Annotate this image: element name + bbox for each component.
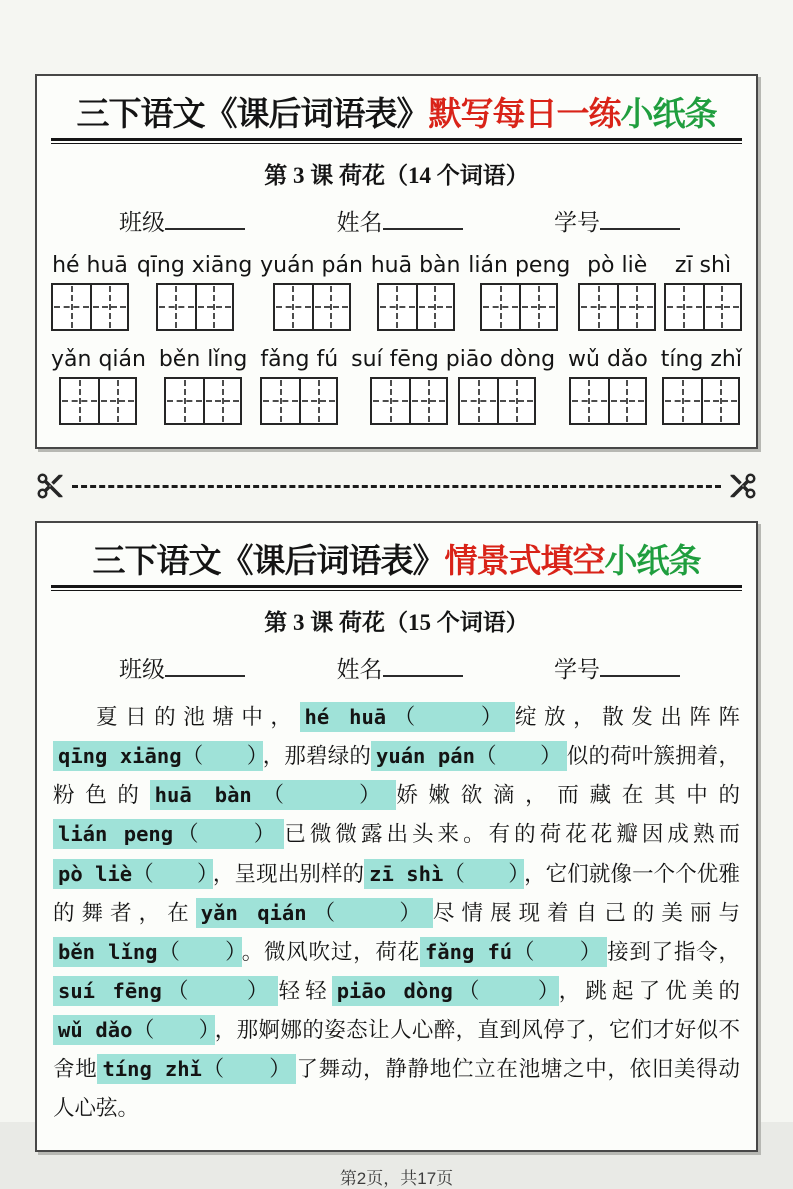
blank-bracket: （ ） [251,783,392,808]
grid-cell [701,379,738,423]
pinyin-word-row-2 [51,347,742,425]
cloze-card-title [51,531,742,582]
grid-cell [98,379,135,423]
grid-cell [299,379,336,423]
writing-grid [370,377,448,425]
student-fields [51,651,742,684]
name-blank-line [383,655,463,677]
title-text-green: 小纸条 [620,97,717,133]
grid-cell [61,379,98,423]
writing-grid-group [164,377,242,425]
name-field [337,651,463,684]
student-id-blank-line [600,208,680,230]
pinyin-label: wǔ dǎo [568,347,648,372]
pinyin-label: běn lǐng [158,347,248,372]
cloze-text: 绽放，散发出阵阵 [514,705,740,729]
cloze-blank [420,937,607,967]
grid-cell [571,379,608,423]
pinyin-label: fǎng fú [260,347,339,372]
grid-cell [158,285,195,329]
writing-grid [260,377,338,425]
word-column [351,347,555,425]
word-column [260,253,363,331]
word-column [260,347,338,425]
writing-grid [51,283,129,331]
student-id-label: 学号 [554,657,600,682]
cloze-blank [53,859,213,889]
grid-cell [416,285,453,329]
cloze-blank [53,741,263,771]
writing-grid-group [480,283,558,331]
blank-bracket: （ ） [512,939,603,964]
cloze-text: 接到了指令， [607,939,740,964]
cloze-blank [300,702,515,732]
scissors-icon-left [35,471,65,501]
grid-cell [275,285,312,329]
cloze-blank [53,976,278,1006]
grid-cell [666,285,703,329]
writing-grid [569,377,647,425]
cloze-text: 已微微露出头来。有的荷花花瓣因成熟而 [284,822,740,847]
cloze-text: 。微风吹过，荷花 [241,939,420,964]
cloze-blank [53,1015,215,1045]
grid-cell [703,285,740,329]
cloze-text: 尽情展现着自己的美丽与 [432,900,740,925]
cloze-text: 了舞动，静静地伫立在池塘之中，依旧美得动人心弦。 [53,1057,740,1121]
title-text-red: 情景式填空 [444,544,605,580]
name-blank-line [383,208,463,230]
name-field [337,204,463,237]
grid-cell [664,379,701,423]
blank-pinyin: pò liè [58,861,133,886]
class-field [119,204,245,237]
grid-cell [53,285,90,329]
writing-grid-group [578,283,656,331]
word-column [371,253,461,331]
blank-pinyin: wǔ dǎo [58,1018,133,1042]
writing-grid-group [377,283,455,331]
cut-dashed-line [72,485,721,488]
word-column [664,253,742,331]
cloze-text: ，那婀娜的姿态让人心醉，直到风停了，它们才好似不舍地 [53,1018,740,1082]
student-id-label: 学号 [554,210,600,235]
writing-grid [662,377,740,425]
grid-cell [617,285,654,329]
writing-grid [578,283,656,331]
pinyin-label: yuán pán [260,253,363,278]
title-text-red: 默写每日一练 [428,97,621,133]
cloze-blank [371,741,567,771]
blank-pinyin: qīng xiāng [58,744,182,769]
cloze-blank [97,1054,296,1084]
word-column [51,253,129,331]
title-text-main: 三下语文《课后词语表》 [92,544,445,580]
grid-cell [608,379,645,423]
grid-cell [379,285,416,329]
cloze-text: ，跳起了优美的 [558,978,740,1003]
class-label: 班级 [119,210,165,235]
writing-grid [164,377,242,425]
grid-cell [497,379,534,423]
class-label: 班级 [119,657,165,682]
blank-pinyin: zī shì [369,861,444,886]
grid-cell [312,285,349,329]
word-column [51,347,146,425]
title-underline [51,138,742,144]
blank-bracket: （ ） [173,822,280,847]
dictation-card [35,74,758,449]
pinyin-label: lián peng [468,253,571,278]
cloze-text: ，呈现出别样的 [212,861,365,886]
blank-pinyin: yuán pán [376,744,475,769]
cloze-text: ，那碧绿的 [262,744,372,769]
lesson-subtitle: 第 3 课 荷花（14 个词语） [264,163,529,188]
blank-bracket: （ ） [386,705,510,729]
cut-line [35,469,758,503]
writing-grid [59,377,137,425]
blank-pinyin: fǎng fú [424,939,513,964]
pinyin-label: qīng xiāng [136,253,253,278]
blank-pinyin: běn lǐng [58,939,158,964]
word-column [661,347,742,425]
grid-cell [519,285,556,329]
blank-pinyin: huā bàn [154,783,252,808]
pinyin-label: suí fēng piāo dòng [351,347,556,372]
word-column [137,253,253,331]
writing-grid [458,377,536,425]
class-blank-line [165,208,245,230]
scissors-icon-right [728,471,758,501]
blank-bracket: （ ） [306,900,428,925]
word-column [159,347,248,425]
blank-bracket: （ ） [201,1057,292,1082]
pinyin-label: yǎn qián [51,347,146,372]
blank-bracket: （ ） [474,744,562,769]
writing-grid [480,283,558,331]
writing-grid-group [273,283,351,331]
cloze-text: 娇嫩欲滴，而藏在其中的 [396,783,740,808]
writing-grid [273,283,351,331]
blank-bracket: （ ） [443,861,520,886]
cloze-blank [53,937,242,967]
writing-grid-group [662,377,740,425]
cloze-text: 夏日的池塘中， [96,705,300,729]
writing-grid [156,283,234,331]
blank-bracket: （ ） [132,861,208,886]
cloze-paragraph [53,698,740,1128]
cloze-text: ，它们就像一个个优雅的舞者，在 [53,861,740,925]
blank-pinyin: lián peng [58,822,174,847]
cloze-text: 似的荷叶簇拥着，粉色的 [53,744,740,808]
word-column [578,253,656,331]
pinyin-word-row-1 [51,253,742,331]
writing-grid-group [664,283,742,331]
blank-pinyin: hé huā [304,705,387,729]
title-underline [51,585,742,591]
pinyin-label: huā bàn [370,253,461,278]
name-label: 姓名 [336,210,383,235]
blank-bracket: （ ） [132,1018,210,1042]
blank-pinyin: tíng zhǐ [102,1057,202,1082]
grid-cell [580,285,617,329]
student-id-field [554,651,680,684]
pinyin-label: pò liè [587,253,648,278]
blank-pinyin: yǎn qián [200,900,307,925]
cloze-blank [150,780,397,810]
student-id-field [554,204,680,237]
title-text-main: 三下语文《课后词语表》 [76,97,429,133]
cloze-text: 轻轻 [278,978,332,1003]
writing-grid-group [260,377,338,425]
blank-pinyin: piāo dòng [336,978,453,1003]
page-number: 第2页，共17页 [339,1169,454,1189]
grid-cell [482,285,519,329]
pinyin-label: tíng zhǐ [660,347,742,372]
pinyin-label: zī shì [674,253,732,278]
cloze-blank [332,976,559,1006]
writing-grid-group [59,377,137,425]
cloze-blank [364,859,524,889]
writing-grid-group [370,377,536,425]
class-field [119,651,245,684]
blank-pinyin: suí fēng [58,978,162,1003]
writing-grid-group [569,377,647,425]
dictation-card-title [51,84,742,135]
cloze-blank [53,819,284,849]
grid-cell [460,379,497,423]
grid-cell [203,379,240,423]
blank-bracket: （ ） [157,939,237,964]
grid-cell [409,379,446,423]
student-fields [51,204,742,237]
word-column [568,347,648,425]
writing-grid-group [156,283,234,331]
blank-bracket: （ ） [181,744,258,769]
title-text-green: 小纸条 [604,544,701,580]
writing-grid [377,283,455,331]
cloze-card [35,521,758,1152]
grid-cell [372,379,409,423]
blank-bracket: （ ） [452,978,554,1003]
pinyin-label: hé huā [52,253,128,278]
word-column [468,253,570,331]
class-blank-line [165,655,245,677]
grid-cell [166,379,203,423]
grid-cell [90,285,127,329]
cloze-blank [196,898,433,928]
lesson-subtitle: 第 3 课 荷花（15 个词语） [264,610,529,635]
grid-cell [262,379,299,423]
writing-grid [664,283,742,331]
student-id-blank-line [600,655,680,677]
writing-grid-group [51,283,129,331]
name-label: 姓名 [336,657,383,682]
blank-bracket: （ ） [161,978,274,1003]
grid-cell [195,285,232,329]
